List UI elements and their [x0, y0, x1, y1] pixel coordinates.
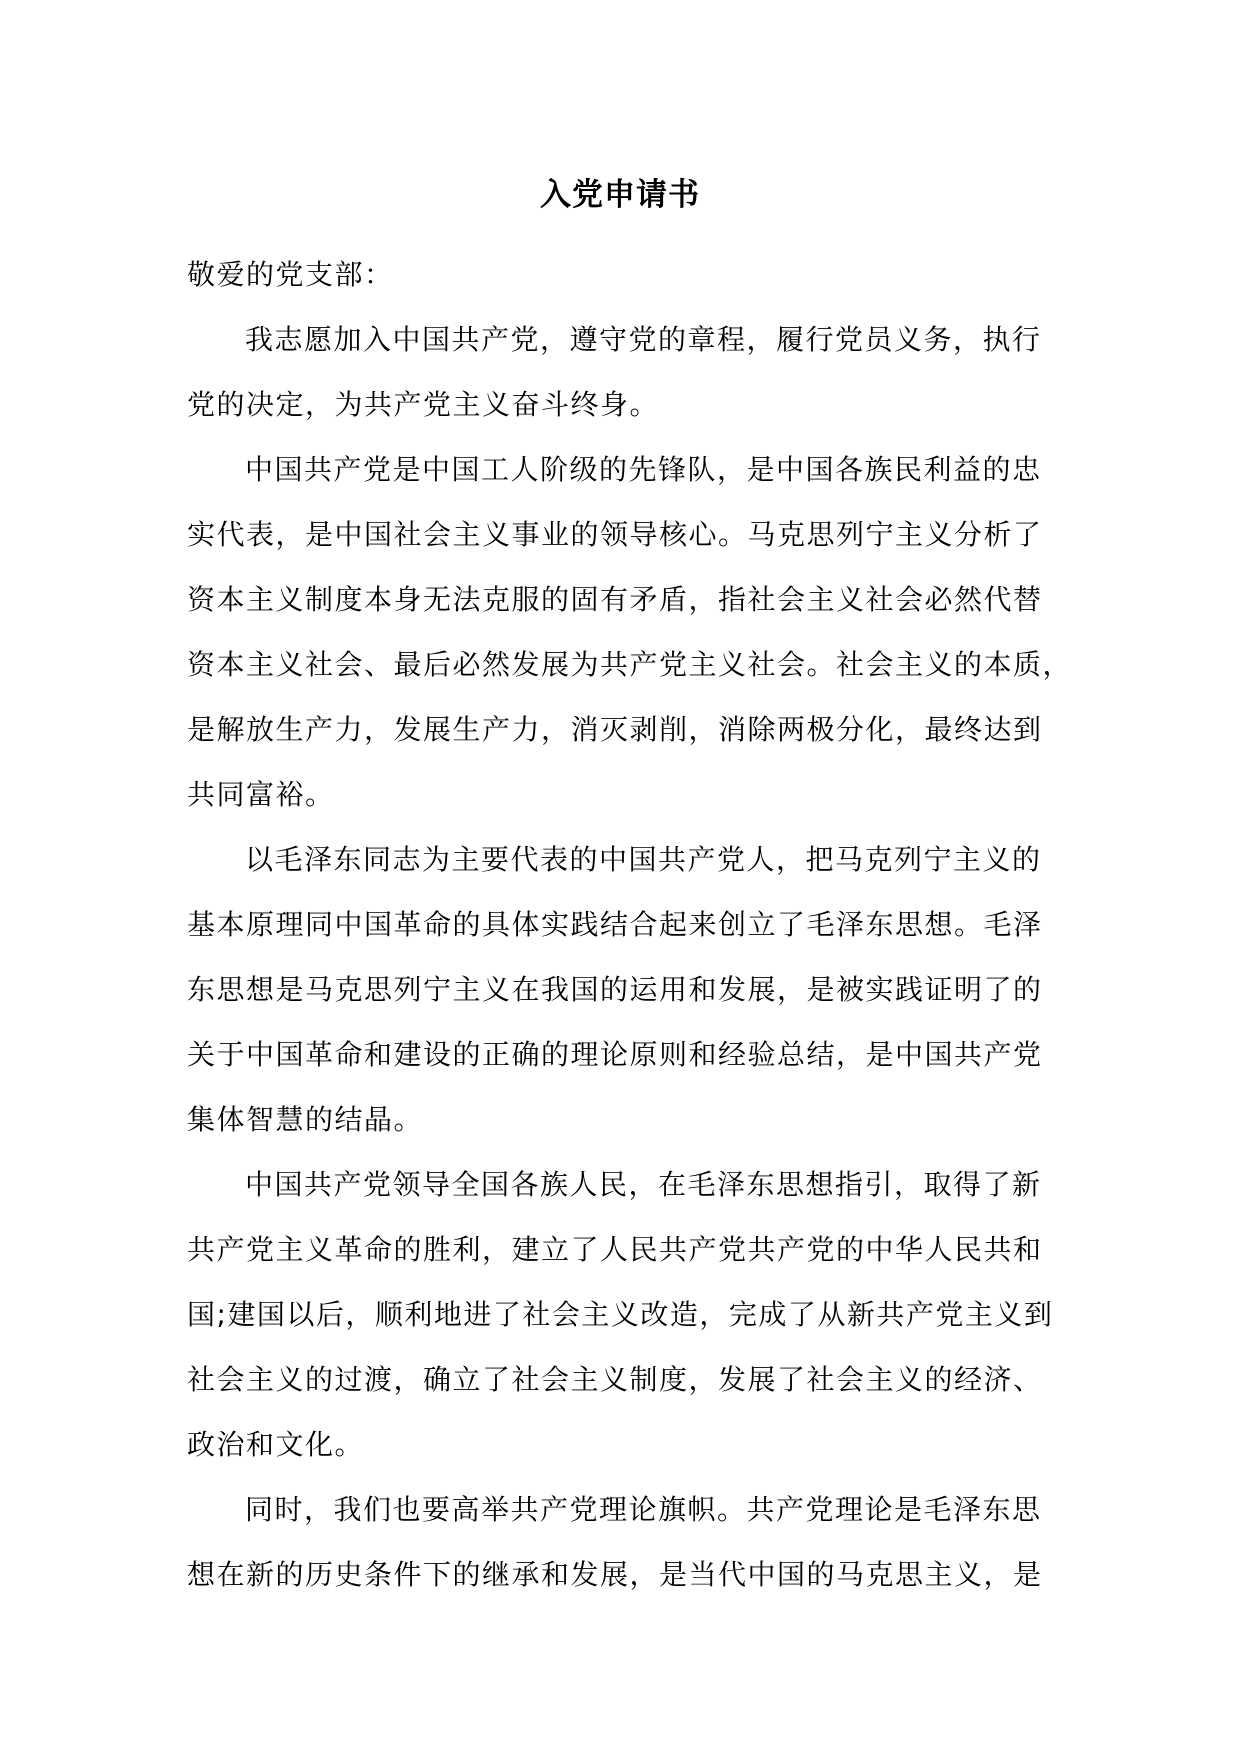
- paragraph-line: 关于中国革命和建设的正确的理论原则和经验总结，是中国共产党: [187, 1038, 1043, 1071]
- document-title: 入党申请书: [540, 177, 700, 213]
- paragraph-5: [187, 1477, 1080, 1607]
- paragraph-line: 我志愿加入中国共产党，遵守党的章程，履行党员义务，执行: [245, 323, 1042, 356]
- salutation: 敬爱的党支部：: [187, 258, 394, 291]
- paragraph-3: [187, 827, 1080, 1152]
- paragraph-line: 党的决定，为共产党主义奋斗终身。: [187, 388, 660, 421]
- paragraph-line: 以毛泽东同志为主要代表的中国共产党人，把马克列宁主义的: [245, 843, 1042, 876]
- paragraph-line: 集体智慧的结晶。: [187, 1103, 424, 1136]
- paragraph-line: 想在新的历史条件下的继承和发展，是当代中国的马克思主义，是: [187, 1558, 1043, 1591]
- paragraph-4: [187, 1152, 1080, 1477]
- paragraph-line: 资本主义制度本身无法克服的固有矛盾，指社会主义社会必然代替: [187, 583, 1043, 616]
- document-body: [187, 242, 1080, 1607]
- paragraph-1: [187, 307, 1080, 437]
- paragraph-line: 是解放生产力，发展生产力，消灭剥削，消除两极分化，最终达到: [187, 713, 1043, 746]
- paragraph-line: 东思想是马克思列宁主义在我国的运用和发展，是被实践证明了的: [187, 973, 1043, 1006]
- paragraph-line: 基本原理同中国革命的具体实践结合起来创立了毛泽东思想。毛泽: [187, 908, 1043, 941]
- paragraph-line: 中国共产党是中国工人阶级的先锋队，是中国各族民利益的忠: [245, 453, 1042, 486]
- paragraph-line: 政治和文化。: [187, 1428, 365, 1461]
- paragraph-line: 资本主义社会、最后必然发展为共产党主义社会。社会主义的本质，: [187, 648, 1073, 681]
- paragraph-line: 国;建国以后，顺利地进了社会主义改造，完成了从新共产党主义到: [187, 1298, 1054, 1331]
- paragraph-line: 共产党主义革命的胜利，建立了人民共产党共产党的中华人民共和: [187, 1233, 1043, 1266]
- paragraph-line: 共同富裕。: [187, 778, 335, 811]
- paragraph-line: 同时，我们也要高举共产党理论旗帜。共产党理论是毛泽东思: [245, 1493, 1042, 1526]
- paragraph-line: 社会主义的过渡，确立了社会主义制度，发展了社会主义的经济、: [187, 1363, 1043, 1396]
- paragraph-line: 实代表，是中国社会主义事业的领导核心。马克思列宁主义分析了: [187, 518, 1043, 551]
- paragraph-line: 中国共产党领导全国各族人民，在毛泽东思想指引，取得了新: [245, 1168, 1042, 1201]
- paragraph-2: [187, 437, 1080, 827]
